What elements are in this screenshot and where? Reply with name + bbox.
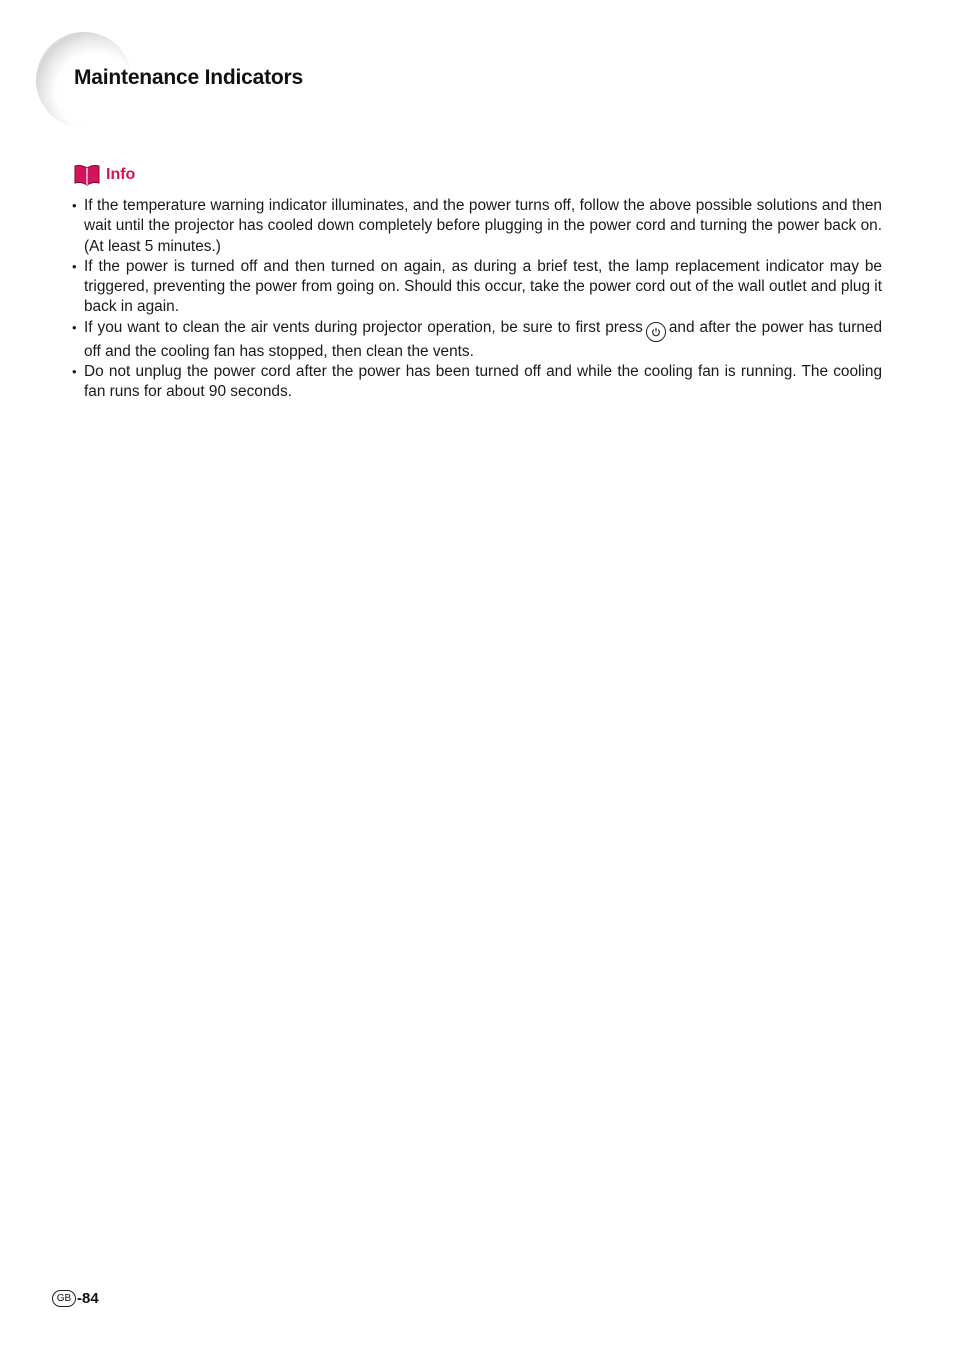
list-item-text: and after the power has turned off and the cooling fan has stopped, then clean the vents. [84,318,882,360]
info-heading [74,164,135,186]
list-item-text: If the temperature warning indicator illuminates, and the power turns off, follow the above possible solutions and then wait until the projector has cooled down completely before plugging in the power cord and turning the power back on. (At least 5 minutes.) [84,197,882,255]
page-footer [52,1290,99,1307]
list-item-text: If the power is turned off and then turned on again, as during a brief test, the lamp replacement indicator may be triggered, preventing the power from going on. Should this occur, take the power cord out of the wall outlet and plug it back in again. [84,257,882,316]
list-item [72,196,882,257]
list-item [72,257,882,318]
page-title: Maintenance Indicators [74,66,303,89]
list-item [72,362,882,403]
region-badge: GB [52,1290,76,1307]
list-item [72,318,882,362]
page-number: -84 [77,1290,99,1307]
info-list [72,196,882,403]
book-icon [74,164,100,186]
list-item-text: If you want to clean the air vents during projector operation, be sure to first press [84,318,643,336]
power-button-icon [646,322,666,342]
list-item-text: Do not unplug the power cord after the power has been turned off and while the cooling fan is running. The cooling fan runs for about 90 seconds. [84,363,882,401]
info-label: Info [106,166,136,183]
